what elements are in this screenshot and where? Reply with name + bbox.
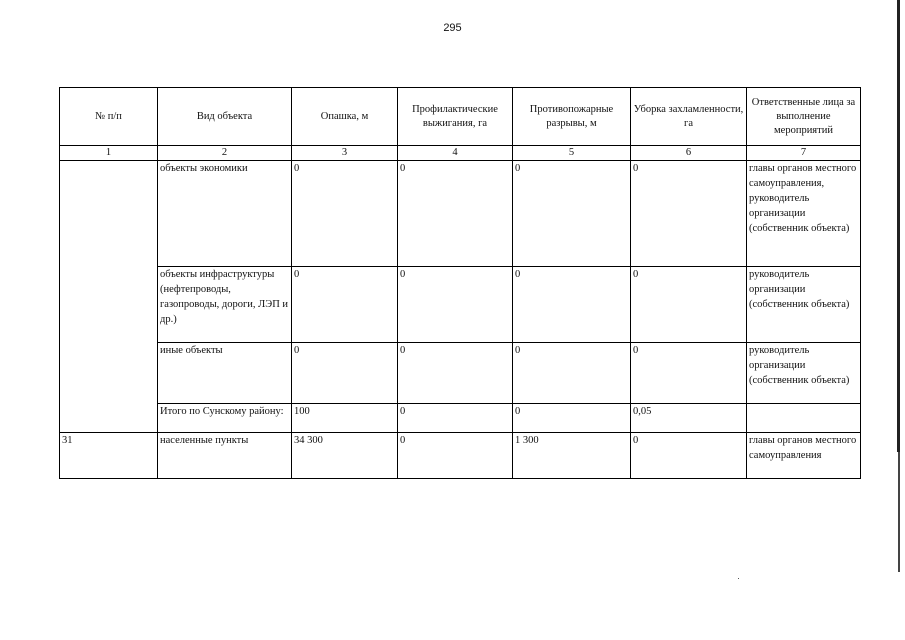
fire-measures-table <box>59 87 861 479</box>
header-object-type: Вид объекта <box>158 88 292 146</box>
column-number: 1 <box>60 146 158 161</box>
table-row <box>60 161 861 267</box>
column-number: 3 <box>292 146 398 161</box>
plowing-cell: 0 <box>292 343 398 404</box>
page-number: 295 <box>443 22 462 34</box>
header-row <box>60 88 861 146</box>
responsible-cell: руководитель организации (собственник объекта) <box>747 267 861 343</box>
cleanup-cell: 0 <box>631 433 747 479</box>
column-number: 4 <box>398 146 513 161</box>
firebreaks-cell: 1 300 <box>513 433 631 479</box>
burning-cell: 0 <box>398 161 513 267</box>
responsible-cell: руководитель организации (собственник объекта) <box>747 343 861 404</box>
column-number: 6 <box>631 146 747 161</box>
object-type-cell: объекты экономики <box>158 161 292 267</box>
header-num: № п/п <box>60 88 158 146</box>
table-row <box>60 433 861 479</box>
object-type-cell: населенные пункты <box>158 433 292 479</box>
scan-speck <box>738 578 739 579</box>
table-row <box>60 343 861 404</box>
column-number: 5 <box>513 146 631 161</box>
plowing-cell: 0 <box>292 267 398 343</box>
firebreaks-cell: 0 <box>513 161 631 267</box>
total-label: Итого по Сунскому району: <box>158 404 292 433</box>
cleanup-cell: 0 <box>631 343 747 404</box>
plowing-total: 100 <box>292 404 398 433</box>
responsible-cell: главы органов местного самоуправления <box>747 433 861 479</box>
row-number <box>60 161 158 433</box>
scan-edge-line <box>897 0 900 452</box>
burning-total: 0 <box>398 404 513 433</box>
header-cleanup: Уборка захламленности, га <box>631 88 747 146</box>
cleanup-total: 0,05 <box>631 404 747 433</box>
header-burning: Профилактические выжигания, га <box>398 88 513 146</box>
responsible-cell: главы органов местного самоуправления, руководитель организации (собственник объекта) <box>747 161 861 267</box>
cleanup-cell: 0 <box>631 267 747 343</box>
object-type-cell: объекты инфраструктуры (нефтепроводы, газопроводы, дороги, ЛЭП и др.) <box>158 267 292 343</box>
table-row <box>60 267 861 343</box>
column-number: 7 <box>747 146 861 161</box>
plowing-cell: 34 300 <box>292 433 398 479</box>
firebreaks-cell: 0 <box>513 343 631 404</box>
total-row <box>60 404 861 433</box>
plowing-cell: 0 <box>292 161 398 267</box>
burning-cell: 0 <box>398 343 513 404</box>
firebreaks-cell: 0 <box>513 267 631 343</box>
burning-cell: 0 <box>398 267 513 343</box>
cleanup-cell: 0 <box>631 161 747 267</box>
row-number: 31 <box>60 433 158 479</box>
column-number: 2 <box>158 146 292 161</box>
scan-edge-line-lower <box>898 452 900 572</box>
responsible-cell <box>747 404 861 433</box>
column-number-row <box>60 146 861 161</box>
object-type-cell: иные объекты <box>158 343 292 404</box>
header-responsible: Ответственные лица за выполнение мероприятий <box>747 88 861 146</box>
header-plowing: Опашка, м <box>292 88 398 146</box>
firebreaks-total: 0 <box>513 404 631 433</box>
header-firebreaks: Противопожарные разрывы, м <box>513 88 631 146</box>
burning-cell: 0 <box>398 433 513 479</box>
